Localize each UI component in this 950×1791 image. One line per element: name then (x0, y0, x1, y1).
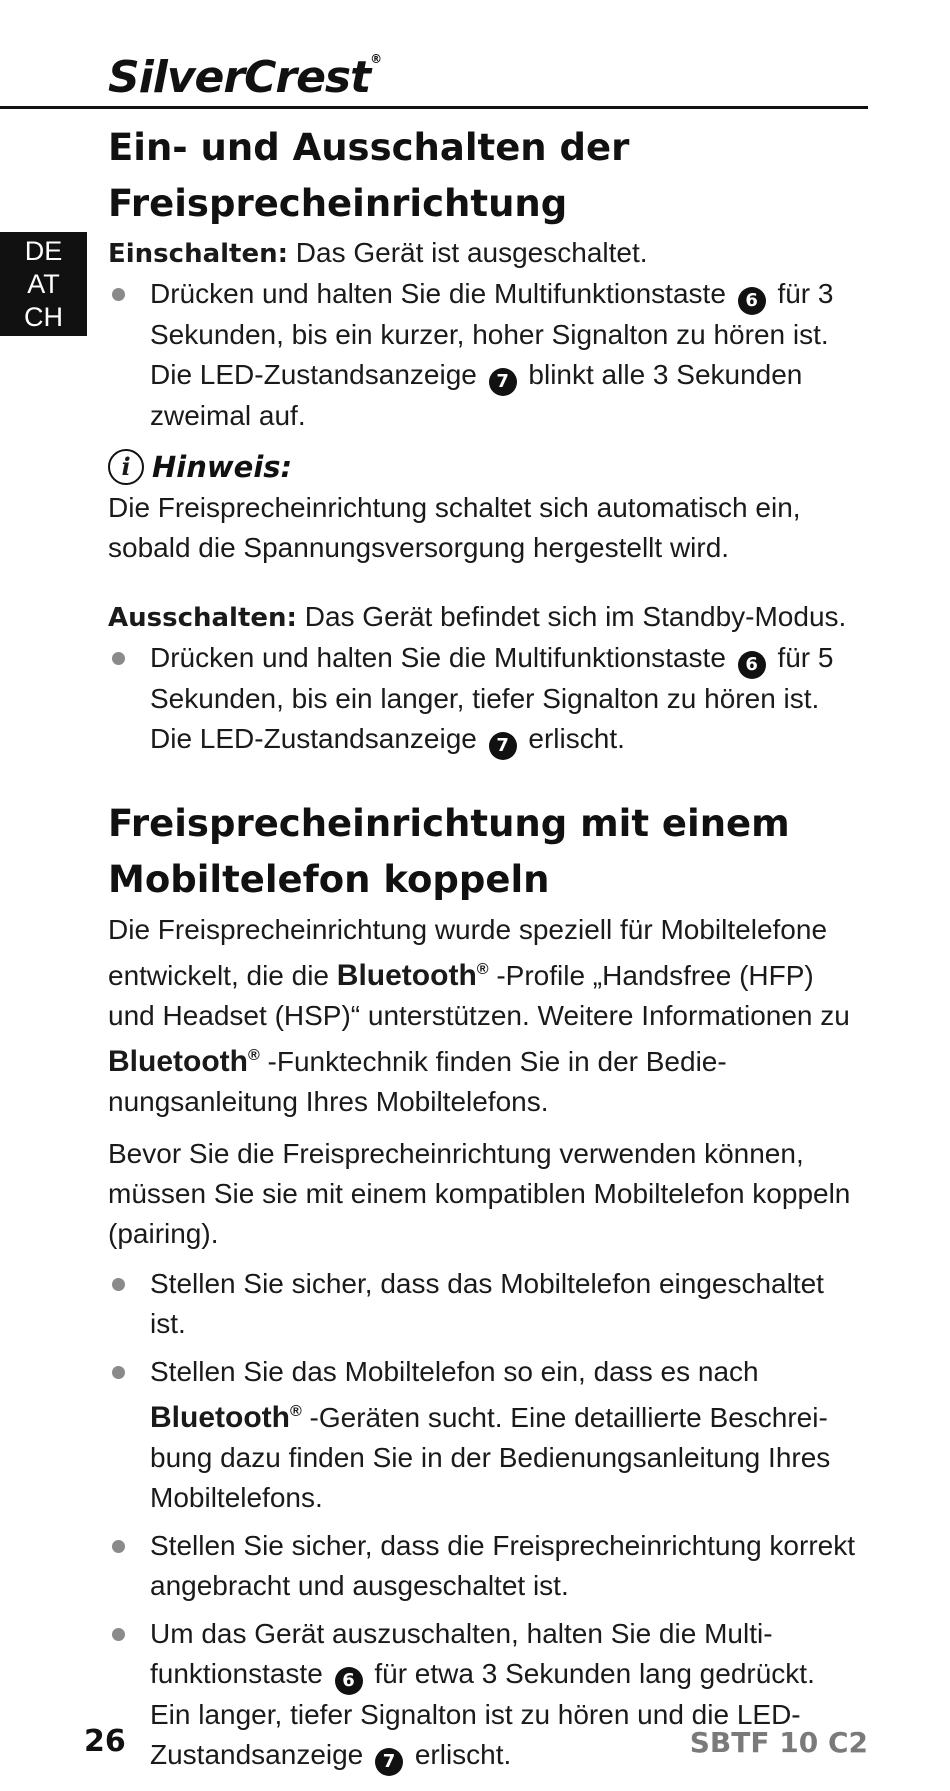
section-title-pairing-line1: Freisprecheinrichtung mit einem (108, 802, 790, 845)
switch-off-steps (108, 638, 858, 760)
section-title-power-line2: Freisprecheinrichtung (108, 182, 568, 225)
note-heading (108, 446, 858, 488)
lang-ch: CH (24, 302, 63, 332)
section-title-pairing-line2: Mobiltelefon koppeln (108, 858, 550, 901)
switch-on-label: Einschalten: (108, 239, 289, 269)
lang-de: DE (24, 236, 63, 266)
callout-6-icon: 6 (738, 287, 766, 315)
language-tab (0, 232, 87, 336)
pairing-step-3: Stellen Sie sicher, dass die Freisprecheinrichtung korrekt angebracht und ausgeschaltet ist. (108, 1526, 858, 1606)
section-title-pairing (108, 796, 858, 908)
section-title-power-line1: Ein- und Ausschalten der (108, 126, 630, 169)
model-number: SBTF 10 C2 (689, 1726, 868, 1759)
note-text: Die Freisprecheinrichtung schaltet sich automatisch ein, sobald die Spannungsversorgung hergestellt wird. (108, 492, 801, 563)
callout-7-icon: 7 (489, 368, 517, 396)
brand-logo (108, 52, 381, 103)
callout-7-icon: 7 (375, 1748, 403, 1776)
switch-on-steps (108, 274, 858, 436)
callout-6-icon: 6 (738, 651, 766, 679)
note-title: Hinweis: (152, 450, 293, 484)
switch-off-label: Ausschalten: (108, 603, 297, 633)
lang-at: AT (27, 269, 60, 299)
switch-on-text: Das Gerät ist ausgeschaltet. (288, 237, 648, 268)
pairing-steps (108, 1264, 858, 1776)
callout-7-icon: 7 (489, 732, 517, 760)
section-title-power (108, 120, 858, 232)
info-icon: i (108, 449, 144, 485)
switch-on-paragraph (108, 233, 858, 274)
brand-name: SilverCrest (108, 52, 371, 103)
switch-off-text: Das Gerät befindet sich im Standby-Modus. (296, 601, 847, 632)
brand-registered-mark: ® (370, 52, 382, 66)
pairing-step-1: Stellen Sie sicher, dass das Mobiltelefon eingeschaltet ist. (108, 1264, 858, 1344)
page-number: 26 (84, 1724, 126, 1759)
bluetooth-wordmark: Bluetooth® (336, 959, 489, 992)
pairing-step-4: Um das Gerät auszuschalten, halten Sie die Multifunktionstaste 6 für etwa 3 Sekunden lang gedrückt. Ein langer, tiefer Signalton ist zu hören und die LED-Zustandsanzeige 7 erlischt. (108, 1614, 858, 1776)
switch-on-step: Drücken und halten Sie die Multifunktionstaste 6 für 3 Sekunden, bis ein kurzer, hoher Signalton zu hören ist. Die LED-Zustandsanzeige 7 blinkt alle 3 Sekunden zweimal auf. (108, 274, 858, 436)
header-rule (0, 106, 868, 109)
switch-off-step: Drücken und halten Sie die Multifunktionstaste 6 für 5 Sekunden, bis ein langer, tiefer Signalton zu hören ist. Die LED-Zustandsanzeige 7 erlischt. (108, 638, 858, 760)
callout-6-icon: 6 (335, 1667, 363, 1695)
pairing-intro: Die Freisprecheinrichtung wurde speziell für Mobiltelefone entwickelt, die die Bluetooth® -Profile „Handsfree (HFP) und Headset (HSP)“ unterstützen. Weitere Informationen zu Bluetooth® -Funktechnik finden Sie in der Bedienungsanleitung Ihres Mobiltelefons. (108, 914, 850, 1117)
pairing-step-2: Stellen Sie das Mobiltelefon so ein, dass es nach Bluetooth® -Geräten sucht. Eine detaillierte Beschreibung dazu finden Sie in der Bedienungsanleitung Ihres Mobiltelefons. (108, 1352, 858, 1518)
bluetooth-wordmark: Bluetooth® (150, 1401, 302, 1434)
pairing-paragraph-2: Bevor Sie die Freisprecheinrichtung verwenden können, müssen Sie sie mit einem kompatiblen Mobiltelefon koppeln (pairing). (108, 1138, 851, 1249)
bluetooth-wordmark: Bluetooth® (108, 1045, 260, 1078)
page-content (108, 120, 858, 1784)
switch-off-paragraph (108, 597, 858, 638)
